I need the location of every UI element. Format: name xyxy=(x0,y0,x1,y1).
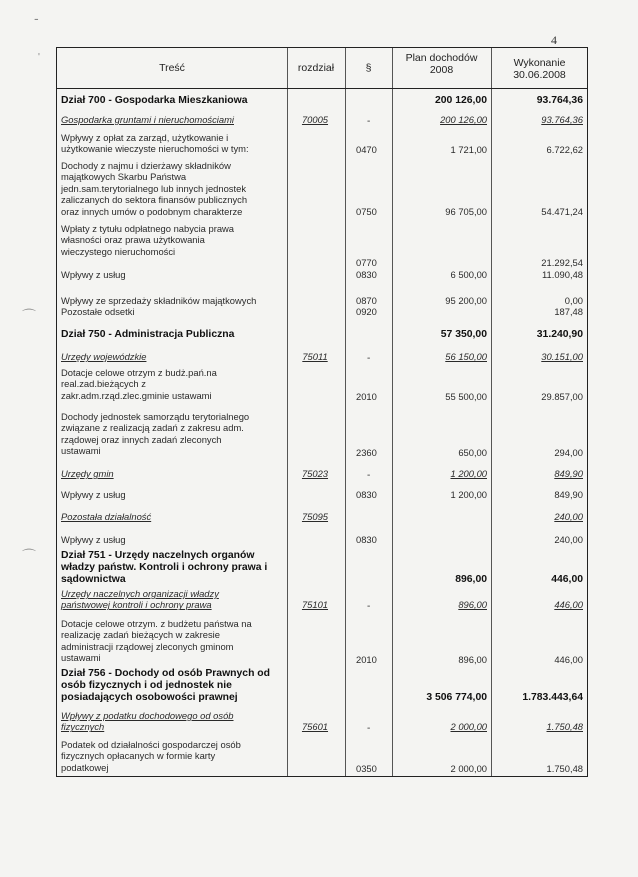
row-wykonanie-value: 11.090,48 xyxy=(541,269,583,280)
row-plan-value: 96 705,00 xyxy=(445,206,487,217)
row-plan-value: 896,00 xyxy=(458,654,487,665)
header-rozdzial: rozdział xyxy=(297,62,335,74)
row-rozdzial: 75101 xyxy=(301,599,329,610)
header-tresc: Treść xyxy=(159,62,185,74)
row-wykonanie-value: 294,00 xyxy=(554,447,583,458)
row-paragraf-dash: - xyxy=(367,601,371,612)
row-description: Dział 700 - Gospodarka Mieszkaniowa xyxy=(61,95,248,106)
row-rozdzial: 75011 xyxy=(302,351,328,362)
header-plan: Plan dochodów 2008 xyxy=(405,52,478,76)
row-plan-value: 1 200,00 xyxy=(450,468,487,479)
row-wykonanie-value: 93.764,36 xyxy=(541,114,583,125)
row-paragraf: 2010 xyxy=(356,654,377,665)
margin-mark-top: - xyxy=(34,10,39,26)
row-description: Dochody z najmu i dzierżawy składników majątkowych Skarbu Państwa jedn.sam.terytorialnego lub innych jednostek zaliczanych do sektora finansów publicznych oraz innych umów o podobnym charakterze xyxy=(61,160,248,217)
row-description: Dział 751 - Urzędy naczelnych organów władzy państw. Kontroli i ochrony prawa i sądownictwa xyxy=(61,550,268,585)
row-paragraf: 2010 xyxy=(356,391,377,402)
header-wykonanie: Wykonanie 30.06.2008 xyxy=(513,57,566,81)
row-wykonanie-value: 31.240,90 xyxy=(536,329,583,340)
row-wykonanie-value: 93.764,36 xyxy=(536,95,583,106)
row-plan-value: 896,00 xyxy=(455,574,487,585)
row-description: Wpłaty z tytułu odpłatnego nabycia prawa własności oraz prawa użytkowania wieczystego nieruchomości xyxy=(61,223,235,257)
row-wykonanie-value: 0,00 187,48 xyxy=(554,295,583,318)
row-description: Pozostała działalność xyxy=(61,511,152,522)
row-description: Wpływy z usług xyxy=(61,489,126,500)
row-paragraf: 0350 xyxy=(356,763,377,774)
row-description: Wpływy z usług xyxy=(61,534,126,545)
row-wykonanie-value: 1.783.443,64 xyxy=(522,692,583,703)
row-rozdzial: 75023 xyxy=(301,468,329,479)
row-paragraf: 0770 xyxy=(356,257,377,268)
row-wykonanie-value: 29.857,00 xyxy=(541,391,583,402)
row-paragraf: 0830 xyxy=(356,534,377,545)
row-paragraf: 0830 xyxy=(356,269,377,280)
row-description: Wpływy z podatku dochodowego od osób fizycznych xyxy=(61,710,234,733)
page-number: 4 xyxy=(551,33,557,47)
row-plan-value: 1 200,00 xyxy=(450,489,487,500)
row-plan-value: 56 150,00 xyxy=(445,351,487,362)
row-wykonanie-value: 30.151,00 xyxy=(541,351,583,362)
row-plan-value: 3 506 774,00 xyxy=(426,692,487,703)
row-wykonanie-value: 446,00 xyxy=(551,574,583,585)
row-description: Dotacje celowe otrzym z budż.pań.na real.zad.bieżących z zakr.adm.rząd.zlec.gminie ustawami xyxy=(61,367,217,401)
row-paragraf-dash: - xyxy=(367,470,371,481)
row-paragraf-dash: - xyxy=(367,353,371,364)
row-paragraf: 0830 xyxy=(356,489,377,500)
row-paragraf-dash: - xyxy=(367,116,371,127)
row-wykonanie-value: 1.750,48 xyxy=(546,763,583,774)
row-wykonanie-value: 6.722,62 xyxy=(546,144,583,155)
header-paragraf: § xyxy=(365,62,372,74)
row-plan-value: 200 126,00 xyxy=(440,114,487,125)
row-wykonanie-value: 446,00 xyxy=(554,599,583,610)
row-wykonanie-value: 240,00 xyxy=(554,534,583,545)
row-plan-value: 95 200,00 xyxy=(445,295,487,306)
revenue-table xyxy=(56,47,588,777)
row-description: Dotacje celowe otrzym. z budżetu państwa na realizację zadań bieżących w zakresie administracji rządowej zleconych gminom ustawami xyxy=(61,618,252,664)
row-description: Wpływy z opłat za zarząd, użytkowanie i użytkowanie wieczyste nieruchomości w tym: xyxy=(61,132,249,155)
row-paragraf: 0750 xyxy=(356,206,377,217)
row-paragraf: 0870 0920 xyxy=(356,295,377,318)
row-rozdzial: 75601 xyxy=(301,721,329,732)
row-plan-value: 896,00 xyxy=(458,599,487,610)
row-description: Wpływy z usług xyxy=(61,269,126,280)
margin-mark-curve: ⌒ xyxy=(22,308,36,324)
row-plan-value: 200 126,00 xyxy=(434,95,487,106)
row-description: Wpływy ze sprzedaży składników majątkowych Pozostałe odsetki xyxy=(61,295,257,318)
row-description: Dochody jednostek samorządu terytorialnego związane z realizacją zadań z zakresu adm. rządowej oraz innych zadań zleconych ustawami xyxy=(61,411,250,457)
row-wykonanie-value: 849,90 xyxy=(554,489,583,500)
row-paragraf: 0470 xyxy=(356,144,377,155)
row-wykonanie-value: 54.471,24 xyxy=(541,206,583,217)
row-plan-value: 57 350,00 xyxy=(440,329,487,340)
row-description: Podatek od działalności gospodarczej osób fizycznych opłacanych w formie karty podatkowej xyxy=(61,739,241,773)
row-description: Dział 750 - Administracja Publiczna xyxy=(61,329,235,340)
row-description: Gospodarka gruntami i nieruchomościami xyxy=(61,114,234,125)
row-plan-value: 2 000,00 xyxy=(450,763,487,774)
row-plan-value: 55 500,00 xyxy=(445,391,487,402)
margin-mark-left: ' xyxy=(38,52,40,63)
row-plan-value: 6 500,00 xyxy=(450,269,487,280)
row-description: Urzędy wojewódzkie xyxy=(61,351,147,362)
row-wykonanie-value: 240,00 xyxy=(554,511,583,522)
margin-mark-curve: ⌒ xyxy=(22,548,36,564)
row-description: Urzędy gmin xyxy=(61,468,114,479)
row-wykonanie-value: 446,00 xyxy=(554,654,583,665)
row-paragraf-dash: - xyxy=(367,723,371,734)
row-description: Dział 756 - Dochody od osób Prawnych od osób fizycznych i od jednostek nie posiadających osobowości prawnej xyxy=(61,668,270,703)
row-paragraf: 2360 xyxy=(356,447,377,458)
row-rozdzial: 70005 xyxy=(301,114,329,125)
row-plan-value: 1 721,00 xyxy=(450,144,487,155)
row-plan-value: 650,00 xyxy=(458,447,487,458)
row-wykonanie-value: 1.750,48 xyxy=(546,721,583,732)
row-plan-value: 2 000,00 xyxy=(450,721,487,732)
row-wykonanie-value: 849,90 xyxy=(554,468,583,479)
row-wykonanie-value: 21.292,54 xyxy=(541,257,583,268)
row-description: Urzędy naczelnych organizacji władzy państwowej kontroli i ochrony prawa xyxy=(61,588,219,611)
row-rozdzial: 75095 xyxy=(301,511,329,522)
